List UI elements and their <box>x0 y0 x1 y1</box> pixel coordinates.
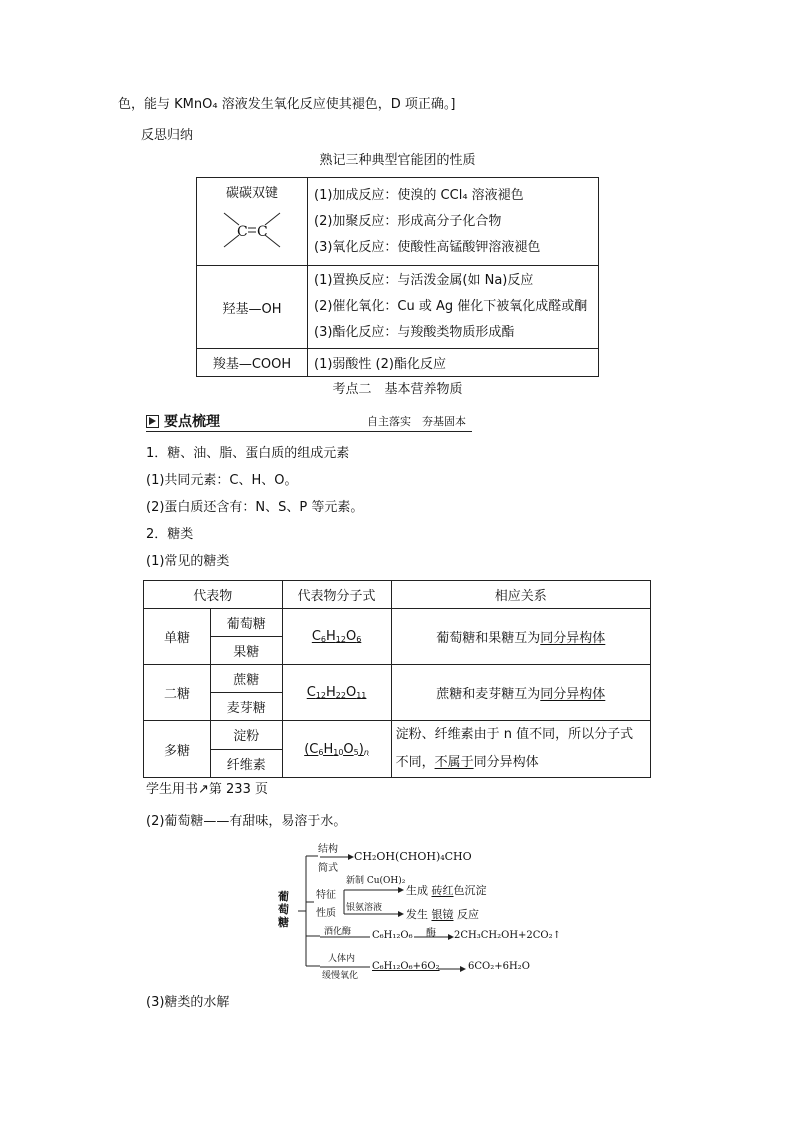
point-2: 2．糖类 <box>146 527 194 542</box>
bar-subtitle: 自主落实 夯基固本 <box>367 415 466 428</box>
header-representative: 代表物 <box>144 581 283 609</box>
wine-reactant: C₆H₁₂O₆ <box>372 930 413 941</box>
header-relation: 相应关系 <box>391 581 650 609</box>
feature-label: 性质 <box>316 908 336 919</box>
props-cell-alkene <box>308 178 599 266</box>
relation-underlined: 同分异构体 <box>540 631 606 646</box>
point-1a: (1)共同元素：C、H、O。 <box>146 473 298 488</box>
relation-cell <box>391 665 650 721</box>
page-note: 学生用书↗第 233 页 <box>146 782 268 797</box>
wine-label: 酒化酶 <box>324 927 352 937</box>
result-underlined: 银镜 <box>431 908 454 921</box>
props-cell-hydroxyl <box>308 266 599 349</box>
feature-label: 特征 <box>316 890 336 901</box>
svg-text:C: C <box>237 224 248 240</box>
group-label: 羟基—OH <box>222 301 282 317</box>
result-1 <box>406 882 487 898</box>
structure-value: CH₂OH(CHOH)₄CHO <box>354 850 472 863</box>
reagent-label: 银氨溶液 <box>346 903 383 913</box>
group-cell-hydroxyl <box>197 266 308 349</box>
structure-label: 简式 <box>318 863 338 874</box>
formula-cell: $(C_6H_{10}O_5)_n$ <box>282 721 391 778</box>
key-points-bar <box>146 411 472 432</box>
prop-line: (2)加聚反应：形成高分子化合物 <box>314 213 502 229</box>
item-cell: 淀粉 <box>211 721 283 750</box>
bar-title: 要点梳理 <box>164 414 220 430</box>
relation-cell <box>391 609 650 665</box>
svg-text:C: C <box>257 224 268 240</box>
result-text: 发生 <box>406 908 428 921</box>
result-2 <box>406 906 479 922</box>
prop-line: (2)催化氧化：Cu 或 Ag 催化下被氧化成醛或酮 <box>314 299 588 314</box>
wine-product: 2CH₃CH₂OH+2CO₂↑ <box>454 930 562 941</box>
structure-label: 结构 <box>318 844 338 855</box>
item-cell: 麦芽糖 <box>211 693 283 721</box>
point-1b: (2)蛋白质还含有：N、S、P 等元素。 <box>146 500 364 515</box>
result-text: 反应 <box>457 908 479 921</box>
prop-line: (1)置换反应：与活泼金属(如 Na)反应 <box>314 273 534 288</box>
glucose-line: (2)葡萄糖——有甜味，易溶于水。 <box>146 814 347 829</box>
point-2a: (1)常见的糖类 <box>146 554 230 569</box>
type-cell: 单糖 <box>144 609 211 665</box>
group-label: 羧基—COOH <box>212 357 292 372</box>
point-1: 1．糖、油、脂、蛋白质的组成元素 <box>146 446 350 461</box>
body-label: 缓慢氧化 <box>322 971 359 981</box>
item-cell: 果糖 <box>211 637 283 665</box>
type-cell: 二糖 <box>144 665 211 721</box>
wine-arrow-label: 酶 <box>426 928 436 939</box>
relation-text: 葡萄糖和果糖互为 <box>436 631 541 646</box>
root-char: 葡 <box>278 890 289 903</box>
double-bond-structure <box>212 205 292 255</box>
section-heading: 考点二 基本营养物质 <box>332 382 463 397</box>
item-cell: 葡萄糖 <box>211 609 283 637</box>
formula-cell: $C_6H_{12}O_6$ <box>282 609 391 665</box>
table1-caption: 熟记三种典型官能团的性质 <box>319 153 476 168</box>
type-cell: 多糖 <box>144 721 211 778</box>
relation-underlined: 同分异构体 <box>540 687 606 702</box>
group-label: 碳碳双键 <box>225 186 278 201</box>
body-product: 6CO₂+6H₂O <box>468 961 530 972</box>
formula-cell: $C_{12}H_{22}O_{11}$ <box>282 665 391 721</box>
props-cell-carboxyl <box>308 349 599 377</box>
result-text: 色沉淀 <box>453 884 487 897</box>
header-formula: 代表物分子式 <box>282 581 391 609</box>
prop-line: (1)加成反应：使溴的 CCl₄ 溶液褪色 <box>314 187 524 203</box>
body-reactant: C₆H₁₂O₆+6O₂ <box>372 961 440 972</box>
relation-text: 淀粉、纤维素由于 n 值不同，所以分子式 <box>395 727 634 742</box>
glucose-diagram <box>276 838 562 981</box>
prop-line: (3)酯化反应：与羧酸类物质形成酯 <box>314 325 515 340</box>
continuation-text: 色，能与 KMnO₄ 溶液发生氧化反应使其褪色，D 项正确。] <box>118 97 456 112</box>
group-cell-carboxyl <box>197 349 308 377</box>
diagram-root <box>278 890 289 929</box>
relation-underlined: 不属于 <box>434 755 474 770</box>
relation-text: 蔗糖和麦芽糖互为 <box>436 687 541 702</box>
relation-text: 同分异构体 <box>473 755 539 770</box>
play-icon <box>146 415 159 428</box>
group-cell-alkene <box>197 178 308 266</box>
prop-line: (3)氧化反应：使酸性高锰酸钾溶液褪色 <box>314 239 541 255</box>
item-cell: 纤维素 <box>211 749 283 778</box>
functional-group-table <box>196 177 599 377</box>
result-underlined: 砖红 <box>431 884 454 897</box>
item-cell: 蔗糖 <box>211 665 283 693</box>
result-text: 生成 <box>406 884 428 897</box>
reflection-title: 反思归纳 <box>141 128 194 143</box>
root-char: 萄 <box>278 903 289 916</box>
relation-cell <box>391 721 650 778</box>
sugar-table <box>143 580 651 778</box>
reagent-label: 新制 Cu(OH)₂ <box>346 876 406 886</box>
body-label: 人体内 <box>328 954 356 964</box>
hydrolysis-line: (3)糖类的水解 <box>146 995 230 1010</box>
prop-line: (1)弱酸性 (2)酯化反应 <box>314 357 446 372</box>
relation-text: 不同， <box>395 755 435 770</box>
root-char: 糖 <box>278 916 289 929</box>
